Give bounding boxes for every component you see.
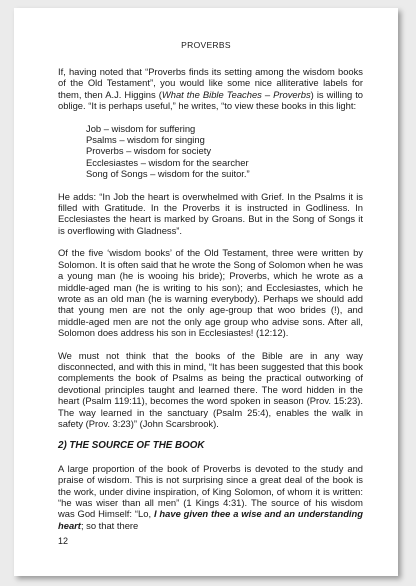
paragraph-intro-text-a: If, having noted that “Proverbs finds its setting among the wisdom books of the Old Testament”, you would like some nice alliterative labels for them, then A.J. Higgins (: [58, 66, 363, 100]
book-page: [14, 8, 398, 576]
page-body: [58, 66, 363, 531]
paragraph-intro-text-b: ) is willing to oblige. “It is perhaps useful,” he writes, “to view these books in this light:: [58, 88, 364, 112]
paragraph-source-text-a: A large proportion of the book of Proverbs is devoted to the study and praise of wisdom. This is not surprising since a great deal of the book is the work, under divine inspiration, of King Solomon, of whom it is written: “he was wiser than all men” (1 Kings 4:31). The source of his wisdom was God Himself: “Lo,: [58, 462, 363, 520]
wisdom-books-list: [86, 123, 363, 180]
list-item: Proverbs – wisdom for society: [86, 145, 212, 157]
page-number: 12: [58, 536, 69, 546]
book-title: What the Bible Teaches – Proverbs: [161, 88, 311, 100]
paragraph-heart: He adds: “In Job the heart is overwhelmed with Grief. In the Psalms it is filled with Gratitude. In the Proverbs it is instructed in Godliness. In Ecclesiastes the heart is marked by Groans. But in the Song of Songs it is overflowing with Gladness”.: [58, 190, 363, 236]
running-header: PROVERBS: [181, 40, 231, 50]
list-item: Ecclesiastes – wisdom for the searcher: [86, 156, 249, 168]
list-item: Job – wisdom for suffering: [86, 122, 196, 134]
paragraph-solomon: Of the five ‘wisdom books’ of the Old Testament, three were written by Solomon. It is often said that he wrote the Song of Solomon when he was a young man (he is wooing his bride); Proverbs, which he wrote as a middle-aged man (he is writing to his son); and Ecclesiastes, which he wrote as an old man (he is warning everybody). Perhaps we should add that young men are not the only age-group that woo brides (!), and middle-aged men are not the only age group who advise sons. After all, Solomon does address his son in Ecclesiastes! (12:12).: [58, 247, 363, 339]
paragraph-connection: We must not think that the books of the Bible are in any way disconnected, and with this in mind, “It has been suggested that this book complements the book of Psalms as being the practical outworking of devotional principles taught and learned there. The word hidden in the heart (Psalm 119:11), becomes the word spoken in season (Prov. 15:23). The way learned in the sanctuary (Psalm 25:4), enables the walk in safety (Prov. 3:23)” (John Scarsbrook).: [58, 349, 363, 429]
section-heading: 2) THE SOURCE OF THE BOOK: [58, 440, 205, 452]
list-item: Psalms – wisdom for singing: [86, 134, 205, 146]
emphasized-quote: I have given thee a wise and an understanding heart: [58, 508, 363, 531]
paragraph-intro: [58, 66, 363, 112]
paragraph-source-text-b: ; so that there: [80, 519, 139, 531]
paragraph-source: [58, 463, 363, 531]
list-item: Song of Songs – wisdom for the suitor.”: [86, 168, 250, 180]
